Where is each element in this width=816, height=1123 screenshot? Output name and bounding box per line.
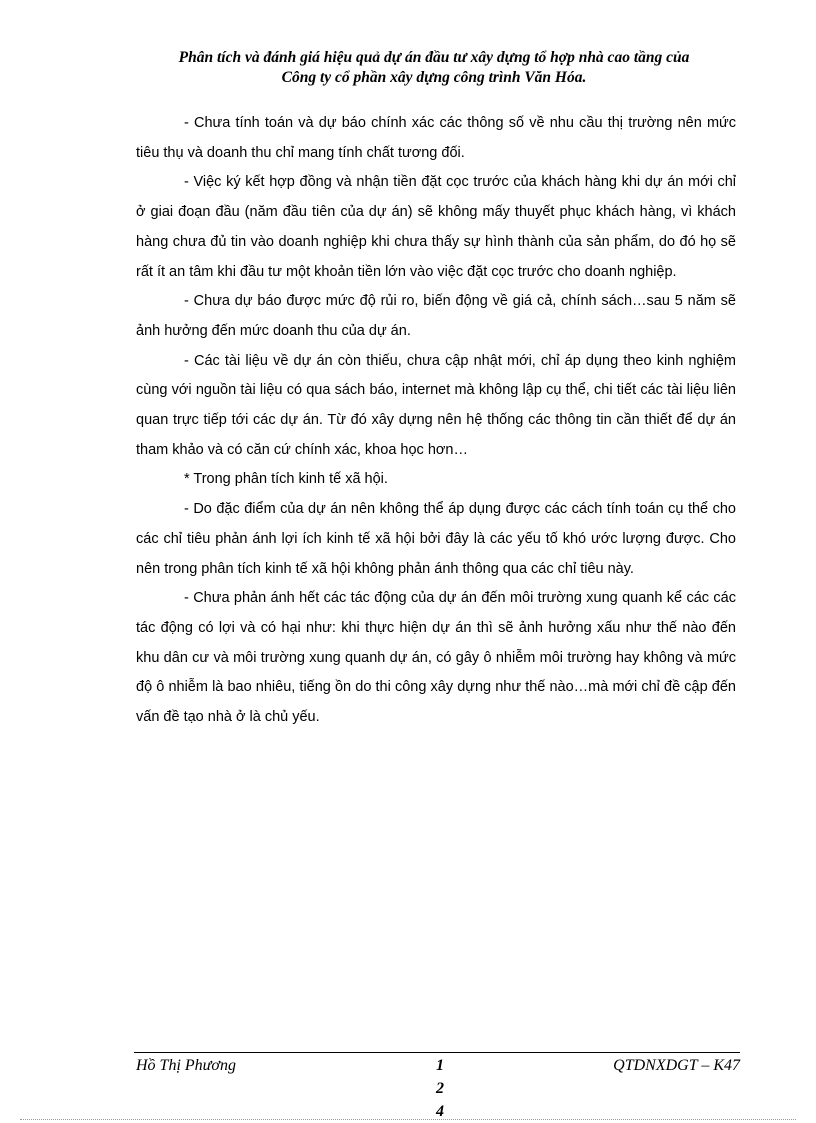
body-paragraph: * Trong phân tích kinh tế xã hội. — [184, 471, 388, 488]
page-header — [128, 48, 740, 88]
body-paragraph: - Chưa phản ánh hết các tác động của dự án đến môi trường xung quanh kể các các tác động có lợi và có hại như: khi thực hiện dự án thì sẽ ảnh hưởng xấu như thế nào đến khu dân cư và môi trường xung quanh dự án, có gây ô nhiễm môi trường hay không và mức độ ô nhiễm là bao nhiêu, tiếng ồn do thi công xây dựng như thế nào…mà mới chỉ đề cập đến vấn đề tạo nhà ở là chủ yếu. — [136, 590, 736, 726]
body-paragraph: - Do đặc điểm của dự án nên không thể áp dụng được các cách tính toán cụ thể cho các chỉ tiêu phản ánh lợi ích kinh tế xã hội bởi đây là các yếu tố khó ước lượng được. Cho nên trong phân tích kinh tế xã hội không phản ánh thông qua các chỉ tiêu này. — [136, 501, 736, 577]
body-paragraph: - Chưa tính toán và dự báo chính xác các thông số về nhu cầu thị trường nên mức tiêu thụ và doanh thu chỉ mang tính chất tương đối. — [136, 115, 736, 161]
footer-class-code: QTDNXDGT – K47 — [613, 1057, 740, 1074]
page-number-digit: 2 — [436, 1080, 444, 1097]
page-body — [136, 109, 736, 733]
footer-page-number — [428, 1054, 452, 1123]
header-title-line-2: Công ty cổ phần xây dựng công trình Văn Hóa. — [281, 69, 587, 86]
page-bottom-dotted-line — [20, 1119, 796, 1120]
page-number-digit: 1 — [436, 1057, 444, 1074]
header-title-line-1: Phân tích và đánh giá hiệu quả dự án đầu tư xây dựng tổ hợp nhà cao tầng của — [178, 49, 690, 66]
body-paragraph: - Chưa dự báo được mức độ rủi ro, biến động về giá cả, chính sách…sau 5 năm sẽ ảnh hưởng đến mức doanh thu của dự án. — [136, 293, 736, 339]
page-number-digit: 4 — [436, 1103, 444, 1120]
footer-author: Hồ Thị Phương — [136, 1057, 236, 1074]
footer-divider — [134, 1052, 740, 1053]
body-paragraph: - Các tài liệu về dự án còn thiếu, chưa cập nhật mới, chỉ áp dụng theo kinh nghiệm cùng với nguồn tài liệu có qua sách báo, internet mà không lập cụ thể, chi tiết các tài liệu liên quan trực tiếp tới các dự án. Từ đó xây dựng nên hệ thống các thông tin cần thiết để dự án tham khảo và có căn cứ chính xác, khoa học hơn… — [136, 352, 736, 458]
body-paragraph: - Việc ký kết hợp đồng và nhận tiền đặt cọc trước của khách hàng khi dự án mới chỉ ở giai đoạn đầu (năm đầu tiên của dự án) sẽ không mấy thuyết phục khách hàng, vì khách hàng chưa đủ tin vào doanh nghiệp khi chưa thấy sự hình thành của sản phẩm, do đó họ sẽ rất ít an tâm khi đầu tư một khoản tiền lớn vào việc đặt cọc trước cho doanh nghiệp. — [136, 174, 736, 280]
